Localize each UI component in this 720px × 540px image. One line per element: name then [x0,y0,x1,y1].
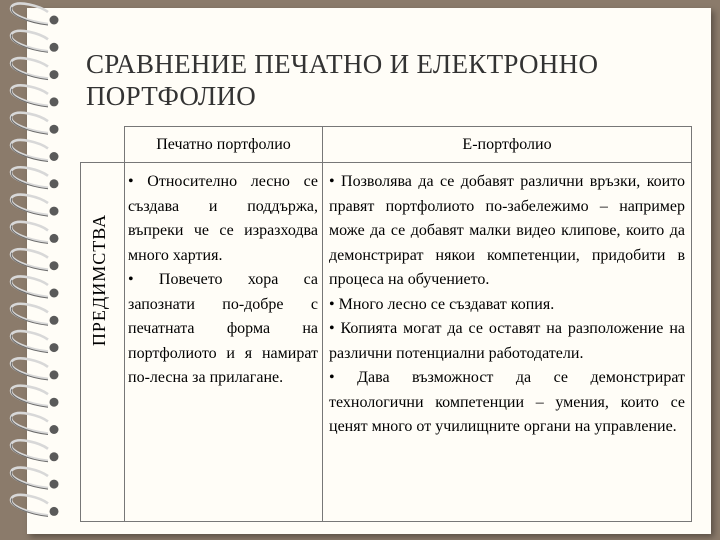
binding-hole [50,234,59,243]
binding-hole [50,207,59,216]
binding-hole [50,507,59,516]
binding-hole [50,152,59,161]
eportfolio-item: • Дава възможност да се демонстрират технологични компетенции – умения, които се ценят много от училищните органи на управление. [329,369,685,435]
eportfolio-cell [329,170,685,440]
binding-hole [50,179,59,188]
print-item: • Повечето хора са запознати по-добре с печатната форма на портфолиото и я намират по-лесна за прилагане. [128,271,318,386]
binding-hole [50,125,59,134]
print-item: • Относително лесно се създава и поддържа, въпреки че се изразходва много хартия. [128,173,318,264]
spiral-binding [0,0,70,540]
binding-hole [50,480,59,489]
binding-hole [50,452,59,461]
binding-hole [50,343,59,352]
column-header-print: Печатно портфолио [156,136,291,153]
comparison-table [80,126,692,522]
binding-hole [50,43,59,52]
row-label-advantages: ПРЕДИМСТВА [89,213,109,347]
binding-hole [50,261,59,270]
eportfolio-item: • Копията могат да се оставят на разположение на различни потенциални работодатели. [329,320,685,362]
binding-hole [50,316,59,325]
binding-hole [50,425,59,434]
binding-hole [50,70,59,79]
binding-hole [50,289,59,298]
eportfolio-item: • Позволява да се добавят различни връзки, които правят портфолиото по-забележимо – например може да се добавят малки видео клипове, които да демонстрират някои компетенции, придобити в процеса на обучението. [329,173,685,288]
binding-hole [50,16,59,25]
column-header-eportfolio: Е-портфолио [462,136,552,153]
slide-title: СРАВНЕНИЕ ПЕЧАТНО И ЕЛЕКТРОННО ПОРТФОЛИО [86,49,599,111]
eportfolio-item: • Много лесно се създават копия. [329,295,555,313]
print-portfolio-cell [128,170,318,391]
binding-hole [50,97,59,106]
binding-hole [50,370,59,379]
binding-hole [50,398,59,407]
